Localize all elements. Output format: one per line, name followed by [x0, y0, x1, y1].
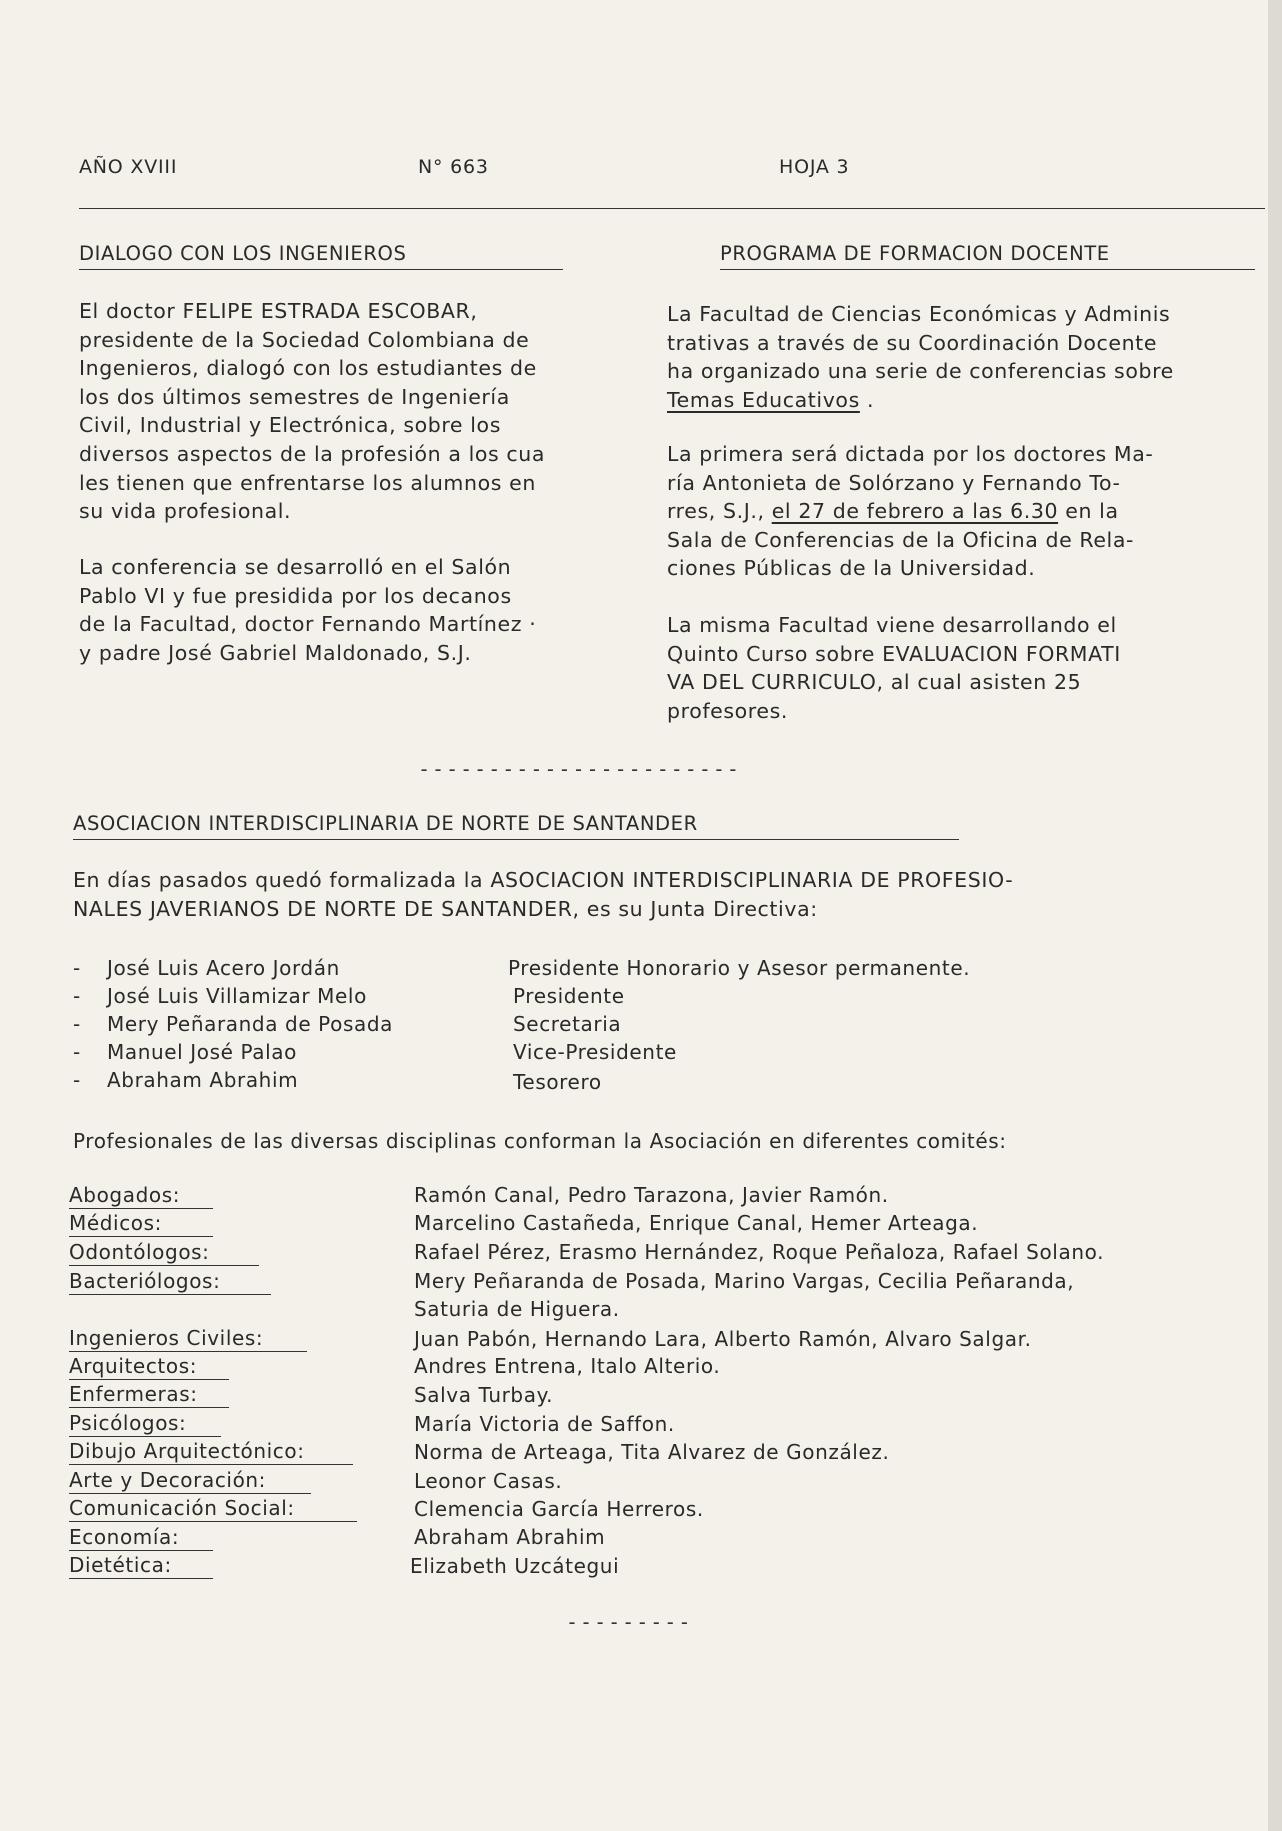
committee-members: Clemencia García Herreros. — [414, 1497, 704, 1521]
committee-members: Leonor Casas. — [414, 1469, 563, 1493]
committee-label: Odontólogos: — [69, 1240, 259, 1266]
text-line: ría Antonieta de Solórzano y Fernando To- — [667, 470, 1121, 495]
text-line: Civil, Industrial y Electrónica, sobre los — [79, 413, 501, 438]
committee-members: Norma de Arteaga, Tita Alvarez de González. — [414, 1440, 890, 1464]
committee-label: Dibujo Arquitectónico: — [69, 1439, 353, 1465]
member-role: Tesorero — [513, 1070, 602, 1094]
text-line: presidente de la Sociedad Colombiana de — [79, 327, 530, 352]
docente-paragraph-3 — [667, 611, 1121, 725]
text-line: En días pasados quedó formalizada la ASOCIACION INTERDISCIPLINARIA DE PROFESIO- — [73, 868, 1014, 892]
header-rule — [79, 208, 1265, 209]
text-line: La Facultad de Ciencias Económicas y Adminis — [667, 302, 1171, 326]
committee-label: Arte y Decoración: — [69, 1468, 311, 1494]
text-line: NALES JAVERIANOS DE NORTE DE SANTANDER, es su Junta Directiva: — [73, 896, 818, 921]
text-line: ha organizado una serie de conferencias sobre — [667, 359, 1174, 384]
text-line: Pablo VI y fue presidida por los decanos — [79, 583, 512, 608]
temas-educativos: Temas Educativos — [667, 387, 860, 412]
committee-label: Abogados: — [69, 1183, 213, 1209]
list-bullet: - — [73, 984, 81, 1008]
text-line: ciones Públicas de la Universidad. — [667, 556, 1036, 581]
text-line: Sala de Conferencias de la Oficina de Rela- — [667, 527, 1135, 552]
text-line: La primera será dictada por los doctores Ma- — [667, 442, 1154, 466]
junta-member — [73, 1068, 298, 1092]
committee-label: Arquitectos: — [69, 1354, 229, 1380]
list-bullet: - — [73, 1012, 81, 1036]
member-name: José Luis Villamizar Melo — [107, 984, 367, 1008]
header-number: N° 663 — [418, 156, 489, 178]
end-separator: --------- — [566, 1610, 693, 1634]
text-line — [667, 386, 1174, 415]
committee-members: Marcelino Castañeda, Enrique Canal, Hemer Arteaga. — [414, 1211, 979, 1235]
member-role: Presidente — [513, 984, 625, 1008]
committee-label: Psicólogos: — [69, 1411, 221, 1437]
text-line — [667, 497, 1153, 526]
committee-members: Salva Turbay. — [414, 1383, 554, 1407]
list-bullet: - — [73, 1040, 81, 1064]
text-line: trativas a través de su Coordinación Docente — [667, 330, 1158, 355]
member-name: José Luis Acero Jordán — [107, 956, 340, 980]
header-year: AÑO XVIII — [79, 156, 178, 178]
text-line: Ingenieros, dialogó con los estudiantes de — [79, 356, 537, 381]
text-line: La conferencia se desarrolló en el Salón — [79, 555, 512, 579]
docente-title: PROGRAMA DE FORMACION DOCENTE — [720, 242, 1255, 270]
text-line: su vida profesional. — [79, 499, 292, 524]
committee-label: Ingenieros Civiles: — [69, 1326, 307, 1352]
ingenieros-paragraph-2 — [79, 553, 536, 667]
docente-paragraph-1 — [667, 300, 1174, 414]
text-fragment: en la — [1058, 499, 1119, 524]
member-name: Abraham Abrahim — [107, 1068, 299, 1092]
comites-intro: Profesionales de las diversas disciplinas conforman la Asociación en diferentes comités: — [73, 1129, 1007, 1153]
text-line: VA DEL CURRICULO, al cual asisten 25 — [667, 670, 1082, 695]
docente-paragraph-2 — [667, 440, 1153, 583]
junta-member — [73, 956, 340, 980]
committee-label: Comunicación Social: — [69, 1496, 357, 1522]
text-line: diversos aspectos de la profesión a los cua — [79, 441, 546, 466]
committee-label: Enfermeras: — [69, 1382, 229, 1408]
committee-label: Médicos: — [69, 1211, 213, 1237]
text-line: y padre José Gabriel Maldonado, S.J. — [79, 640, 472, 665]
text-line: de la Facultad, doctor Fernando Martínez · — [79, 612, 537, 637]
text-line: Quinto Curso sobre EVALUACION FORMATI — [667, 641, 1121, 666]
committee-label: Bacteriólogos: — [69, 1269, 271, 1295]
committee-label: Economía: — [69, 1525, 213, 1551]
text-line: profesores. — [667, 698, 788, 723]
text-line: El doctor FELIPE ESTRADA ESCOBAR, — [79, 299, 478, 323]
member-name: Mery Peñaranda de Posada — [107, 1012, 393, 1036]
committee-label: Dietética: — [69, 1553, 213, 1579]
committee-members: Abraham Abrahim — [414, 1525, 606, 1549]
member-name: Manuel José Palao — [107, 1040, 297, 1064]
ingenieros-paragraph-1 — [79, 297, 545, 526]
asociacion-intro — [73, 866, 1013, 923]
committee-members: Andres Entrena, Italo Alterio. — [414, 1354, 721, 1378]
committee-members: María Victoria de Saffon. — [414, 1412, 675, 1436]
committee-members: Ramón Canal, Pedro Tarazona, Javier Ramón. — [414, 1183, 889, 1207]
member-role: Secretaria — [513, 1012, 622, 1036]
conference-date: el 27 de febrero a las 6.30 — [771, 499, 1059, 524]
junta-member — [73, 1040, 297, 1064]
junta-member — [73, 1012, 393, 1036]
text-line: los dos últimos semestres de Ingeniería — [79, 384, 510, 409]
list-bullet: - — [73, 956, 81, 980]
junta-member — [73, 984, 367, 1008]
committee-members: Elizabeth Uzcátegui — [410, 1554, 620, 1578]
committee-members: Mery Peñaranda de Posada, Marino Vargas, Cecilia Peñaranda, — [414, 1269, 1075, 1293]
header-page: HOJA 3 — [779, 156, 850, 178]
list-bullet: - — [73, 1068, 81, 1092]
committee-members: Rafael Pérez, Erasmo Hernández, Roque Peñaloza, Rafael Solano. — [414, 1240, 1105, 1264]
ingenieros-title: DIALOGO CON LOS INGENIEROS — [79, 242, 563, 270]
section-separator: ----------------------- — [418, 757, 741, 781]
text-line: les tienen que enfrentarse los alumnos en — [79, 470, 536, 495]
committee-members: Saturia de Higuera. — [414, 1297, 620, 1321]
page-edge — [1268, 0, 1282, 1831]
asociacion-title: ASOCIACION INTERDISCIPLINARIA DE NORTE DE SANTANDER — [73, 812, 959, 840]
member-role: Vice-Presidente — [513, 1040, 677, 1064]
text-line: La misma Facultad viene desarrollando el — [667, 613, 1117, 637]
text-fragment: rres, S.J., — [667, 499, 772, 524]
text-fragment: . — [859, 387, 875, 412]
member-role: Presidente Honorario y Asesor permanente. — [508, 956, 971, 980]
committee-members: Juan Pabón, Hernando Lara, Alberto Ramón, Alvaro Salgar. — [414, 1327, 1032, 1351]
